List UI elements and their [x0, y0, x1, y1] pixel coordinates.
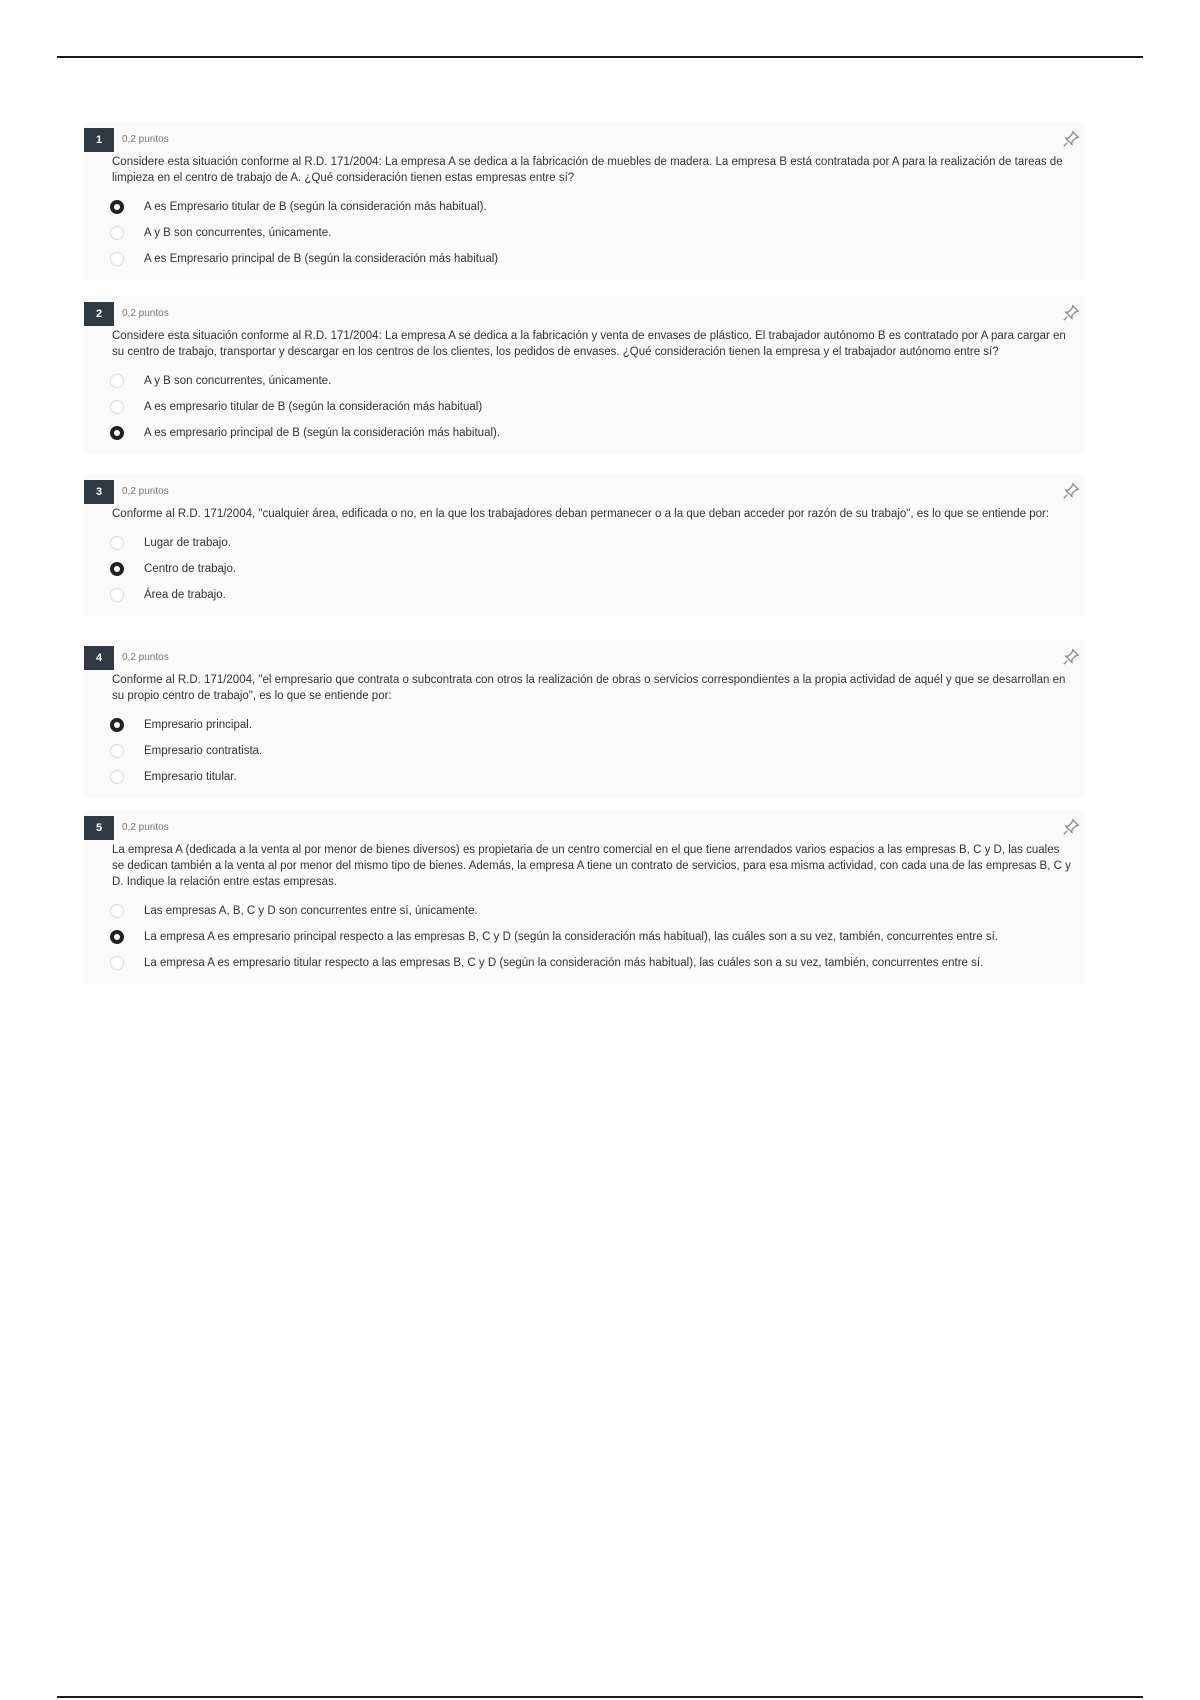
pin-icon[interactable]: [1062, 818, 1080, 836]
answer-option[interactable]: [110, 194, 1084, 220]
answer-option[interactable]: [110, 420, 1084, 446]
answer-label: A y B son concurrentes, únicamente.: [144, 375, 332, 387]
answer-option[interactable]: [110, 368, 1084, 394]
pin-icon[interactable]: [1062, 304, 1080, 322]
answer-option[interactable]: [110, 924, 1084, 950]
question-text: Considere esta situación conforme al R.D. 171/2004: La empresa A se dedica a la fabricación de muebles de madera. La empresa B está contratada por A para la realización de tareas de limpieza en el centro de trabajo de A. ¿Qué consideración tienen estas empresas entre sí?: [112, 156, 1063, 184]
question-number-badge: 5: [84, 816, 114, 840]
question-card: [84, 296, 1084, 454]
answer-option[interactable]: [110, 950, 1084, 976]
radio-button[interactable]: [110, 956, 124, 970]
question-card: [84, 122, 1084, 280]
answer-option[interactable]: [110, 582, 1084, 608]
answer-option[interactable]: [110, 738, 1084, 764]
answer-option[interactable]: [110, 764, 1084, 790]
radio-button-selected[interactable]: [110, 200, 124, 214]
answer-label: A es Empresario principal de B (según la consideración más habitual): [144, 253, 499, 265]
answer-option[interactable]: [110, 246, 1084, 272]
answer-label: Las empresas A, B, C y D son concurrentes entre sí, únicamente.: [144, 905, 478, 917]
answer-options: [84, 194, 1084, 272]
answer-label: Empresario titular.: [144, 771, 237, 783]
radio-button[interactable]: [110, 588, 124, 602]
answer-options: [84, 898, 1084, 976]
radio-button-selected[interactable]: [110, 562, 124, 576]
question-number-badge: 4: [84, 646, 114, 670]
radio-button[interactable]: [110, 770, 124, 784]
answer-label: A es Empresario titular de B (según la consideración más habitual).: [144, 201, 487, 213]
answer-label: A es empresario titular de B (según la consideración más habitual): [144, 401, 483, 413]
radio-button-selected[interactable]: [110, 426, 124, 440]
radio-button[interactable]: [110, 536, 124, 550]
answer-option[interactable]: [110, 712, 1084, 738]
answer-option[interactable]: [110, 394, 1084, 420]
question-number-badge: 2: [84, 302, 114, 326]
question-points: 0,2 puntos: [122, 652, 169, 663]
answer-options: [84, 530, 1084, 608]
question-card: [84, 640, 1084, 798]
top-divider: [57, 56, 1143, 58]
bottom-divider: [57, 1696, 1143, 1698]
radio-button[interactable]: [110, 744, 124, 758]
answer-label: Empresario principal.: [144, 719, 253, 731]
answer-option[interactable]: [110, 220, 1084, 246]
answer-label: Empresario contratista.: [144, 745, 263, 757]
radio-button[interactable]: [110, 252, 124, 266]
answer-option[interactable]: [110, 898, 1084, 924]
answer-label: La empresa A es empresario principal respecto a las empresas B, C y D (según la consideración más habitual), las cuáles son a su vez, también, concurrentes entre sí.: [144, 931, 998, 943]
question-text: Considere esta situación conforme al R.D. 171/2004: La empresa A se dedica a la fabricación y venta de envases de plástico. El trabajador autónomo B es contratado por A para cargar en su centro de trabajo, transportar y descargar en los centros de los clientes, los pedidos de envases. ¿Qué consideración tienen la empresa y el trabajador autónomo entre sí?: [112, 330, 1066, 358]
radio-button-selected[interactable]: [110, 930, 124, 944]
question-points: 0,2 puntos: [122, 308, 169, 319]
radio-button[interactable]: [110, 374, 124, 388]
answer-label: Área de trabajo.: [144, 589, 226, 601]
question-number-badge: 1: [84, 128, 114, 152]
question-points: 0,2 puntos: [122, 486, 169, 497]
question-number-badge: 3: [84, 480, 114, 504]
answer-label: La empresa A es empresario titular respecto a las empresas B, C y D (según la consideración más habitual), las cuáles son a su vez, también, concurrentes entre sí.: [144, 957, 984, 969]
question-text: Conforme al R.D. 171/2004, "el empresario que contrata o subcontrata con otros la realización de obras o servicios correspondientes a la propia actividad de aquél y que se desarrollan en su propio centro de trabajo", es lo que se entiende por:: [112, 674, 1066, 702]
answer-option[interactable]: [110, 530, 1084, 556]
question-text: Conforme al R.D. 171/2004, "cualquier área, edificada o no, en la que los trabajadores deban permanecer o a la que deban acceder por razón de su trabajo", es lo que se entiende por:: [112, 508, 1050, 520]
question-text: La empresa A (dedicada a la venta al por menor de bienes diversos) es propietaria de un centro comercial en el que tiene arrendados varios espacios a las empresas B, C y D, las cuales se dedican también a la venta al por menor del mismo tipo de bienes. Además, la empresa A tiene un contrato de servicios, para esa misma actividad, con cada una de las empresas B, C y D. Indique la relación entre estas empresas.: [112, 844, 1071, 888]
radio-button[interactable]: [110, 904, 124, 918]
answer-label: A y B son concurrentes, únicamente.: [144, 227, 332, 239]
question-points: 0,2 puntos: [122, 822, 169, 833]
answer-label: Lugar de trabajo.: [144, 537, 231, 549]
answer-option[interactable]: [110, 556, 1084, 582]
question-points: 0,2 puntos: [122, 134, 169, 145]
pin-icon[interactable]: [1062, 130, 1080, 148]
radio-button[interactable]: [110, 400, 124, 414]
pin-icon[interactable]: [1062, 648, 1080, 666]
question-card: [84, 810, 1084, 984]
answer-options: [84, 712, 1084, 790]
radio-button[interactable]: [110, 226, 124, 240]
answer-label: A es empresario principal de B (según la consideración más habitual).: [144, 427, 501, 439]
pin-icon[interactable]: [1062, 482, 1080, 500]
answer-options: [84, 368, 1084, 446]
radio-button-selected[interactable]: [110, 718, 124, 732]
question-card: [84, 474, 1084, 616]
answer-label: Centro de trabajo.: [144, 563, 237, 575]
